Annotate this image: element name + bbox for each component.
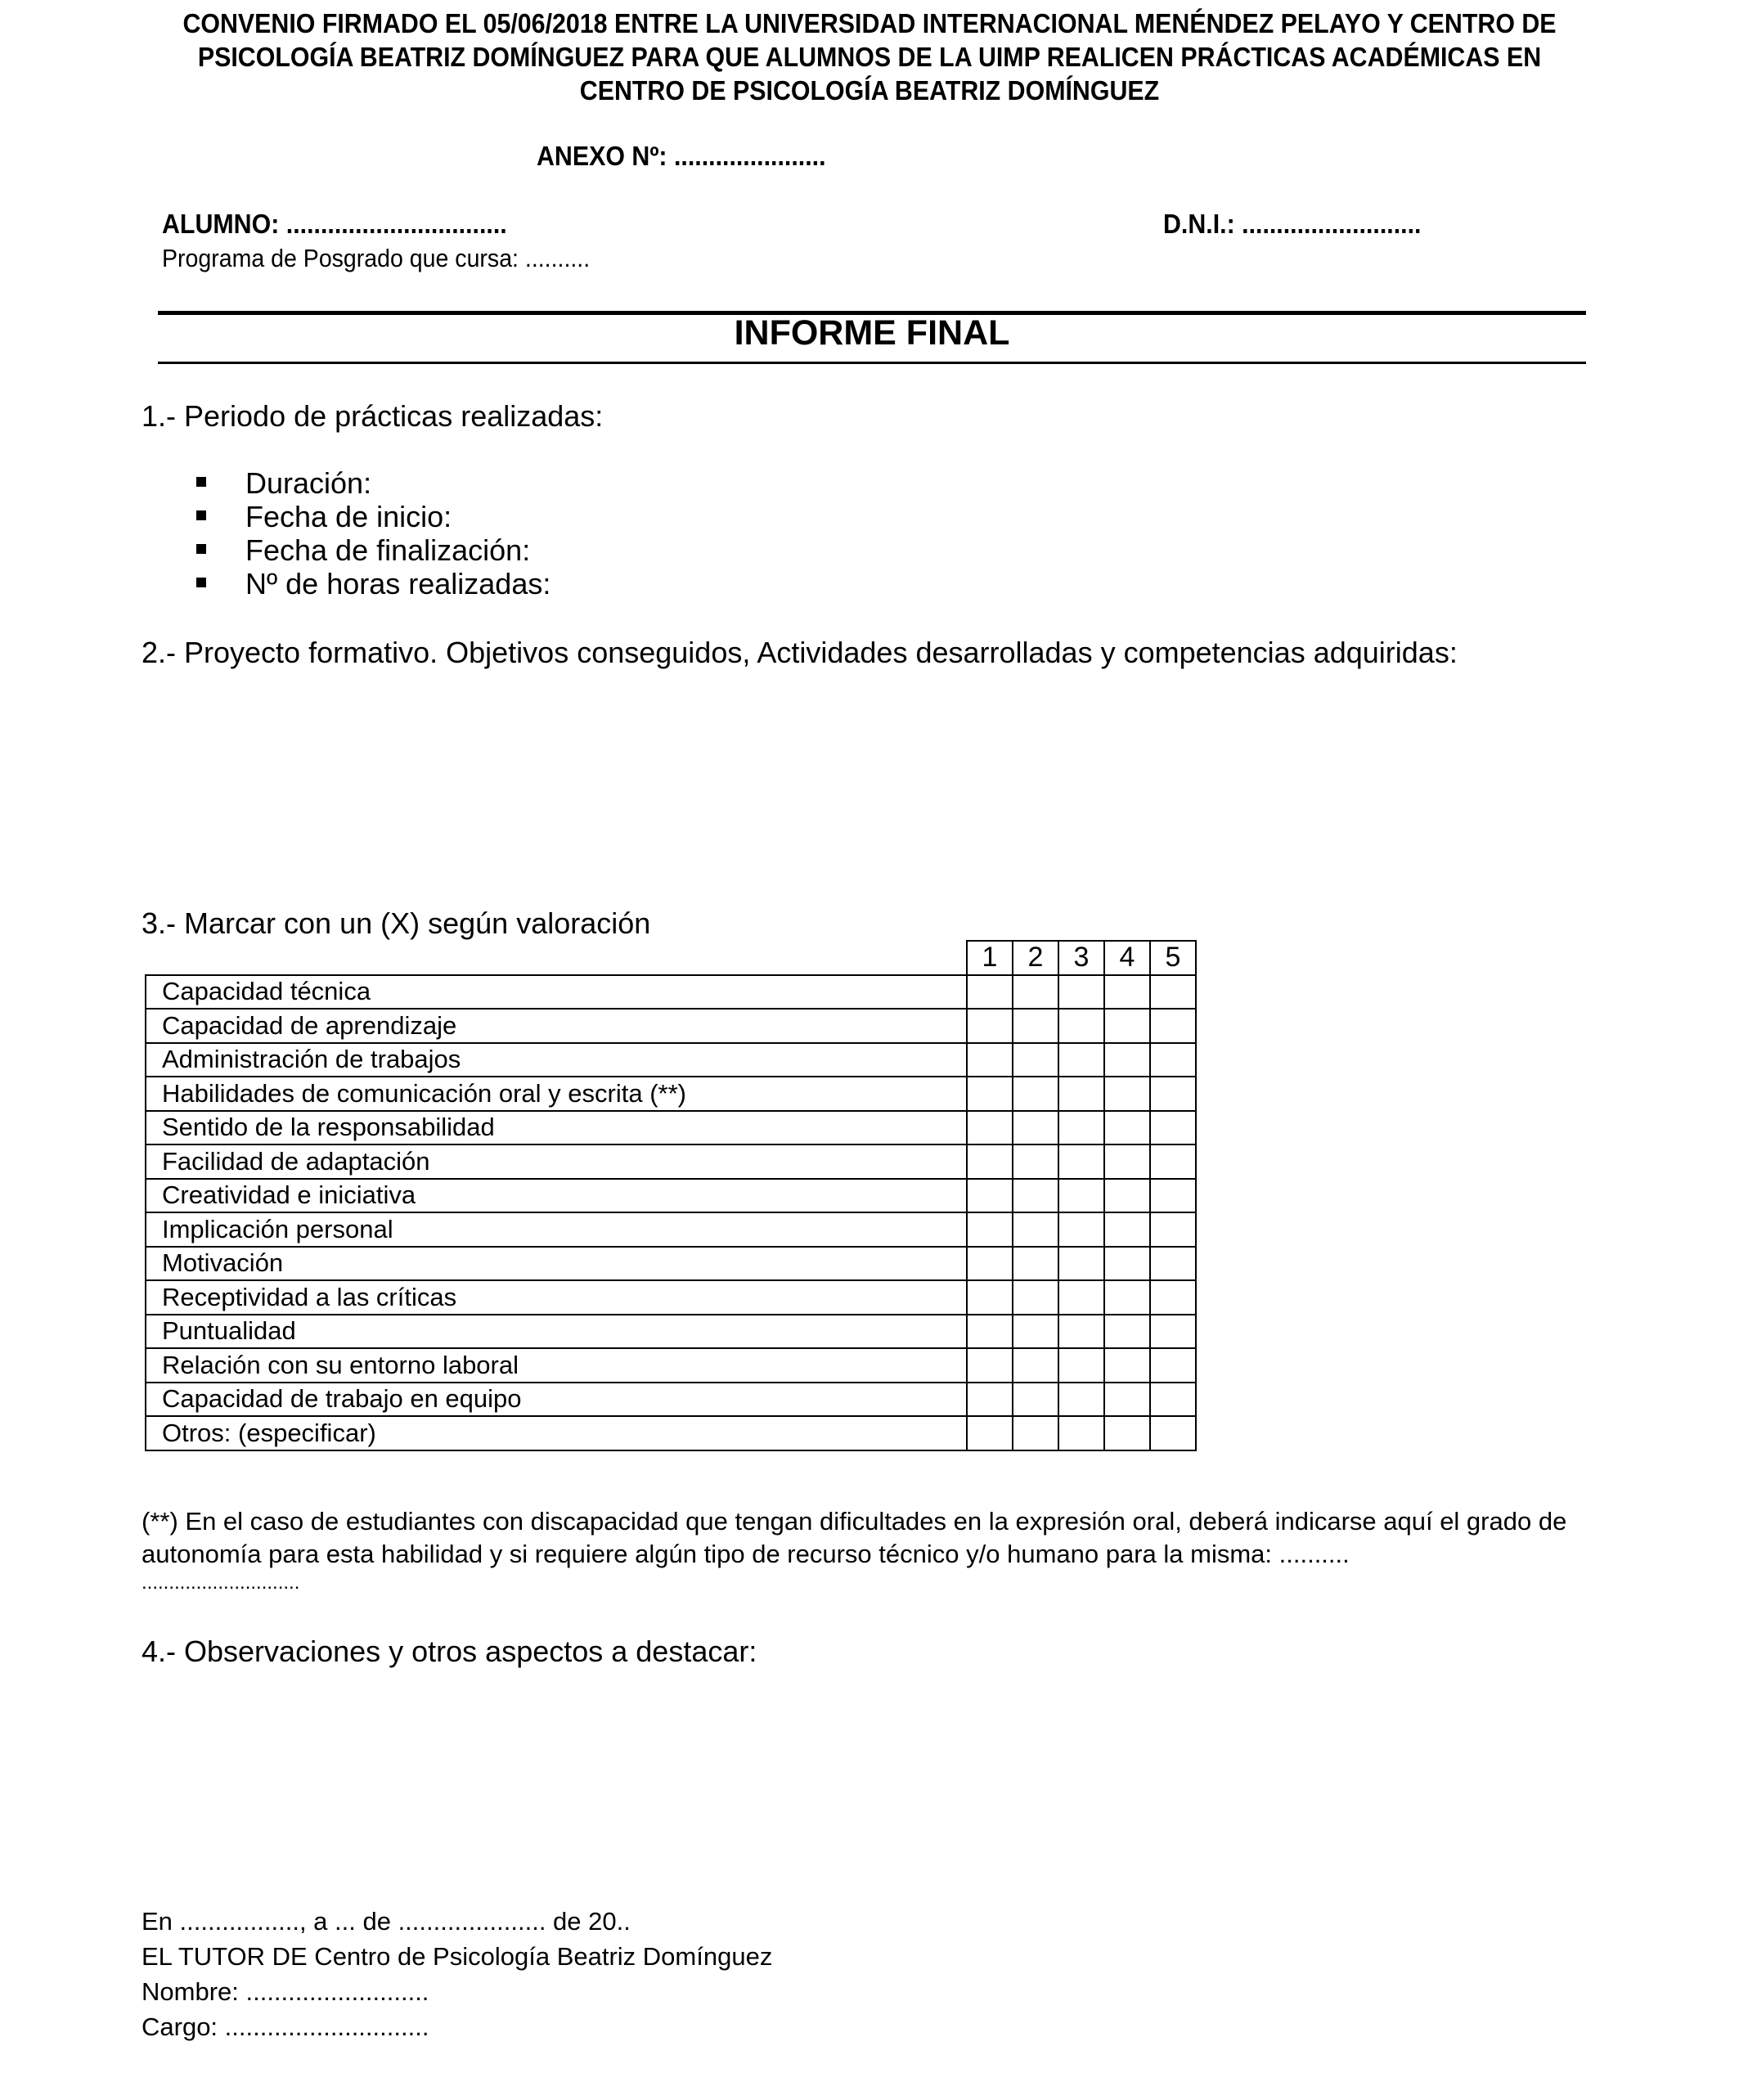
rating-cell[interactable] <box>1058 1179 1104 1213</box>
table-row <box>146 1077 1196 1111</box>
rating-cell[interactable] <box>1150 1247 1196 1281</box>
rating-cell[interactable] <box>1150 1348 1196 1383</box>
scale-5: 5 <box>1150 941 1196 975</box>
rating-cell[interactable] <box>967 1179 1013 1213</box>
scale-3: 3 <box>1058 941 1104 975</box>
section-4-heading: 4.- Observaciones y otros aspectos a destacar: <box>142 1635 757 1668</box>
rating-cell[interactable] <box>1013 1009 1058 1043</box>
rating-cell[interactable] <box>1150 1315 1196 1349</box>
header-line-3: CENTRO DE PSICOLOGÍA BEATRIZ DOMÍNGUEZ <box>579 75 1160 106</box>
rating-cell[interactable] <box>1104 1077 1150 1111</box>
rating-cell[interactable] <box>1104 1111 1150 1145</box>
rating-cell[interactable] <box>1058 1009 1104 1043</box>
rating-cell[interactable] <box>1104 1144 1150 1179</box>
signature-block <box>142 1904 772 2044</box>
rating-cell[interactable] <box>967 1247 1013 1281</box>
note-line-3: ............................. <box>142 1572 300 1594</box>
rating-cell[interactable] <box>1150 1111 1196 1145</box>
document-header <box>182 7 1557 107</box>
rating-cell[interactable] <box>1058 1144 1104 1179</box>
rating-scale-row <box>146 941 1196 975</box>
rating-cell[interactable] <box>1013 1247 1058 1281</box>
rating-cell[interactable] <box>1104 1315 1150 1349</box>
rating-cell[interactable] <box>1150 1043 1196 1077</box>
criterion-label: Habilidades de comunicación oral y escrita (**) <box>146 1077 967 1111</box>
criterion-label: Capacidad de aprendizaje <box>146 1009 967 1043</box>
rating-cell[interactable] <box>1150 1383 1196 1417</box>
bullet-icon <box>196 578 206 587</box>
nombre-line: Nombre: .......................... <box>142 1977 429 2006</box>
table-row <box>146 1212 1196 1247</box>
note-line-2: autonomía para esta habilidad y si requiere algún tipo de recurso técnico y/o humano para la misma: .......... <box>142 1540 1350 1568</box>
rating-cell[interactable] <box>967 1315 1013 1349</box>
list-item-fecha-inicio: Fecha de inicio: <box>245 500 452 533</box>
programa-field: Programa de Posgrado que cursa: .......... <box>162 244 591 272</box>
rating-cell[interactable] <box>1013 1043 1058 1077</box>
rating-cell[interactable] <box>1104 1212 1150 1247</box>
rating-cell[interactable] <box>1013 1179 1058 1213</box>
rating-cell[interactable] <box>967 1077 1013 1111</box>
table-row <box>146 1383 1196 1417</box>
accessibility-note <box>142 1505 1606 1595</box>
rating-cell[interactable] <box>1104 1348 1150 1383</box>
criterion-label: Motivación <box>146 1247 967 1281</box>
rating-cell[interactable] <box>1013 1348 1058 1383</box>
rating-table <box>145 940 1197 1451</box>
rating-cell[interactable] <box>1104 1179 1150 1213</box>
tutor-line: EL TUTOR DE Centro de Psicología Beatriz Domínguez <box>142 1942 773 1971</box>
rating-cell[interactable] <box>1013 1077 1058 1111</box>
rating-cell[interactable] <box>967 1416 1013 1450</box>
header-line-1: CONVENIO FIRMADO EL 05/06/2018 ENTRE LA UNIVERSIDAD INTERNACIONAL MENÉNDEZ PELAYO Y CENTRO DE <box>182 8 1557 38</box>
table-row <box>146 1111 1196 1145</box>
rating-header-blank <box>146 941 967 975</box>
rating-cell[interactable] <box>967 1043 1013 1077</box>
rating-cell[interactable] <box>1150 1212 1196 1247</box>
rating-cell[interactable] <box>1104 1416 1150 1450</box>
table-row <box>146 1179 1196 1213</box>
table-row <box>146 1348 1196 1383</box>
rating-cell[interactable] <box>1013 1416 1058 1450</box>
scale-2: 2 <box>1013 941 1058 975</box>
criterion-label: Implicación personal <box>146 1212 967 1247</box>
rating-cell[interactable] <box>1058 975 1104 1010</box>
criterion-label: Capacidad técnica <box>146 975 967 1010</box>
rating-cell[interactable] <box>1150 1179 1196 1213</box>
rating-cell[interactable] <box>1104 1280 1150 1315</box>
rating-cell[interactable] <box>1058 1348 1104 1383</box>
title-bottom-rule <box>158 362 1586 364</box>
rating-cell[interactable] <box>1013 1212 1058 1247</box>
rating-cell[interactable] <box>1013 1280 1058 1315</box>
rating-cell[interactable] <box>1013 1315 1058 1349</box>
table-row <box>146 1247 1196 1281</box>
rating-cell[interactable] <box>1058 1077 1104 1111</box>
rating-cell[interactable] <box>1150 1280 1196 1315</box>
bullet-icon <box>196 544 206 554</box>
rating-cell[interactable] <box>967 1280 1013 1315</box>
alumno-field: ALUMNO: ................................ <box>162 209 507 239</box>
rating-cell[interactable] <box>1104 1383 1150 1417</box>
scale-4: 4 <box>1104 941 1150 975</box>
scale-1: 1 <box>967 941 1013 975</box>
table-row <box>146 1315 1196 1349</box>
rating-cell[interactable] <box>1058 1280 1104 1315</box>
cargo-line: Cargo: ............................. <box>142 2012 429 2041</box>
criterion-label: Puntualidad <box>146 1315 967 1349</box>
place-date-line: En ................., a ... de ..................... de 20.. <box>142 1907 631 1936</box>
section-3-heading: 3.- Marcar con un (X) según valoración <box>142 906 651 940</box>
rating-cell[interactable] <box>1013 975 1058 1010</box>
rating-cell[interactable] <box>1150 975 1196 1010</box>
table-row <box>146 975 1196 1010</box>
rating-cell[interactable] <box>1058 1212 1104 1247</box>
bullet-icon <box>196 510 206 520</box>
header-line-2: PSICOLOGÍA BEATRIZ DOMÍNGUEZ PARA QUE ALUMNOS DE LA UIMP REALICEN PRÁCTICAS ACADÉMICAS EN <box>197 42 1542 72</box>
table-row <box>146 1144 1196 1179</box>
list-item-duracion: Duración: <box>245 466 372 500</box>
rating-cell[interactable] <box>967 1009 1013 1043</box>
criterion-label: Administración de trabajos <box>146 1043 967 1077</box>
rating-cell[interactable] <box>1150 1144 1196 1179</box>
rating-cell[interactable] <box>1013 1111 1058 1145</box>
rating-cell[interactable] <box>1058 1315 1104 1349</box>
rating-cell[interactable] <box>1058 1111 1104 1145</box>
rating-cell[interactable] <box>967 1212 1013 1247</box>
section-1-heading: 1.- Periodo de prácticas realizadas: <box>142 399 604 433</box>
table-row <box>146 1280 1196 1315</box>
list-item-fecha-fin: Fecha de finalización: <box>245 533 531 567</box>
criterion-label: Relación con su entorno laboral <box>146 1348 967 1383</box>
table-row <box>146 1043 1196 1077</box>
bullet-icon <box>196 477 206 487</box>
rating-cell[interactable] <box>1013 1144 1058 1179</box>
rating-cell[interactable] <box>1104 975 1150 1010</box>
rating-cell[interactable] <box>1150 1416 1196 1450</box>
anexo-field: ANEXO Nº: ...................... <box>537 141 826 171</box>
rating-cell[interactable] <box>1150 1009 1196 1043</box>
criterion-label: Otros: (especificar) <box>146 1416 967 1450</box>
rating-cell[interactable] <box>1058 1247 1104 1281</box>
rating-cell[interactable] <box>1104 1043 1150 1077</box>
rating-cell[interactable] <box>967 1144 1013 1179</box>
rating-cell[interactable] <box>967 975 1013 1010</box>
dni-field: D.N.I.: .......................... <box>1163 209 1422 239</box>
page-title: INFORME FINAL <box>734 313 1010 353</box>
rating-cell[interactable] <box>1058 1043 1104 1077</box>
rating-cell[interactable] <box>1104 1247 1150 1281</box>
rating-cell[interactable] <box>1058 1416 1104 1450</box>
rating-cell[interactable] <box>1058 1383 1104 1417</box>
note-line-1: (**) En el caso de estudiantes con discapacidad que tengan dificultades en la expresión oral, deberá indicarse aquí el grado de <box>142 1507 1567 1536</box>
criterion-label: Capacidad de trabajo en equipo <box>146 1383 967 1417</box>
section-2-heading: 2.- Proyecto formativo. Objetivos conseguidos, Actividades desarrolladas y competencias adquiridas: <box>142 636 1458 669</box>
criterion-label: Receptividad a las críticas <box>146 1280 967 1315</box>
rating-cell[interactable] <box>967 1111 1013 1145</box>
rating-cell[interactable] <box>1104 1009 1150 1043</box>
rating-cell[interactable] <box>967 1348 1013 1383</box>
criterion-label: Creatividad e iniciativa <box>146 1179 967 1213</box>
list-item-horas: Nº de horas realizadas: <box>245 567 551 600</box>
table-row <box>146 1416 1196 1450</box>
table-row <box>146 1009 1196 1043</box>
criterion-label: Facilidad de adaptación <box>146 1144 967 1179</box>
rating-cell[interactable] <box>1013 1383 1058 1417</box>
rating-cell[interactable] <box>1150 1077 1196 1111</box>
rating-cell[interactable] <box>967 1383 1013 1417</box>
criterion-label: Sentido de la responsabilidad <box>146 1111 967 1145</box>
